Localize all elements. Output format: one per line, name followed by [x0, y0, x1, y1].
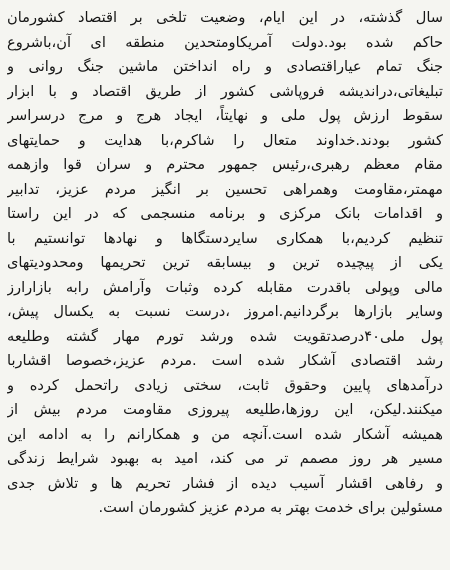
text-line: پول ملی۴۰درصدتقویت شده ورشد تورم مهار گشته وطلیعه: [7, 327, 443, 345]
text-line: مهمتر،مقاومت وهمراهی تحسین بر انگیز مردم عزیز، تدابیر: [7, 180, 443, 198]
text-line: رشد اقتصادی آشکار شده است .مردم عزیز،خصوصا اقشاربا: [7, 352, 443, 369]
text-line: جنگ تمام عیاراقتصادی و راه انداختن ماشین جنگ روانی و: [7, 58, 443, 75]
text-line: مالی وپولی باقدرت مقابله کرده وثبات وآرامش رابه بازارارز: [7, 278, 443, 296]
text-line-last: مسئولین برای خدمت بهتر به مردم عزیز کشورمان است.: [98, 499, 443, 516]
text-line: تنظیم کردیم،با همکاری سایردستگاها و نهادها توانستیم با: [7, 229, 443, 247]
text-line: مسیر هر روز مصمم تر می کند، امید به بهبود شرایط زندگی: [7, 450, 443, 467]
text-line: یکی از پیچیده ترین و بیسابقه ترین تحریمها ومحدودیتهای: [7, 254, 443, 271]
text-line: درآمدهای پایین وحقوق ثابت، سختی زیادی راتحمل کرده و: [7, 376, 443, 394]
text-line: میکنند.لیکن، این روزها،طلیعه پیروزی مقاومت مردم بیش از: [7, 401, 443, 418]
text-line: سقوط ارزش پول ملی و نهایتاً، ایجاد هرج و مرج درسراسر: [7, 107, 443, 124]
text-line: و رفاهی اقشار آسیب دیده از فشار تحریم ها و تلاش جدی: [7, 474, 443, 492]
text-line: وسایر بازارها برگردانیم.امروز ،درست نسبت به یکسال پیش،: [7, 303, 443, 320]
text-line: سال گذشته، در این ایام، وضعیت تلخی بر اقتصاد کشورمان: [7, 9, 443, 26]
statement-text: [7, 6, 443, 521]
text-line: حاکم شده بود.دولت آمریکاومتحدین منطقه ای آن،باشروع: [7, 33, 443, 51]
text-line: و اقدامات بانک مرکزی و برنامه منسجمی که در این راستا: [7, 205, 443, 222]
text-line: تبلیغاتی،درانديشه فروپاشی کشور از طریق اقتصاد و با ابزار: [7, 82, 443, 100]
text-line: کشور بودند.خداوند متعال را شاکرم،با هدایت و حمایتهای: [7, 131, 443, 149]
text-line: مقام معظم رهبری،رئیس جمهور محترم و سران قوا وازهمه: [7, 156, 443, 173]
text-line: همیشه آشکار شده است.آنچه من و همکارانم را به ادامه این: [7, 425, 443, 443]
